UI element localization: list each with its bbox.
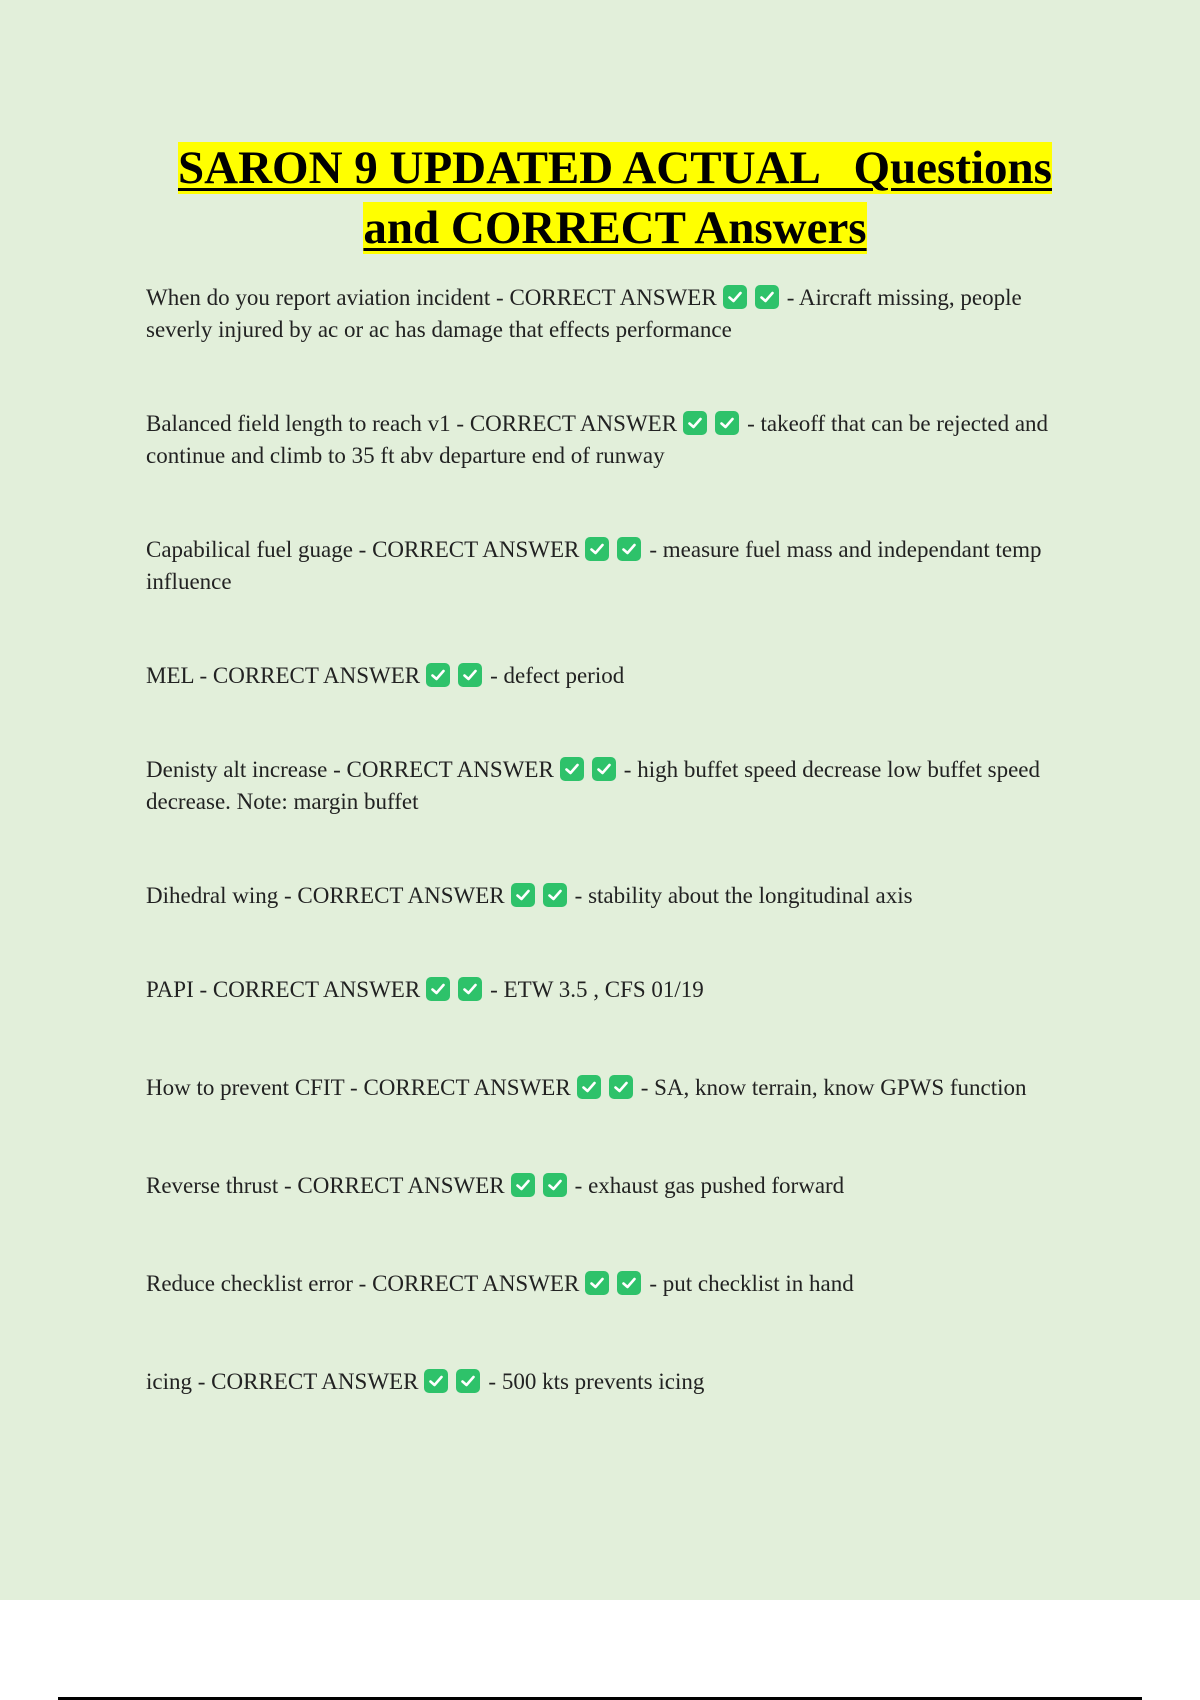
- correct-answer-label: CORRECT ANSWER: [469, 411, 678, 436]
- qa-separator: -: [327, 757, 347, 782]
- correct-answer-label: CORRECT ANSWER: [509, 285, 717, 310]
- qa-separator: -: [747, 411, 761, 436]
- qa-separator: -: [192, 1369, 212, 1394]
- qa-separator: -: [649, 1271, 663, 1296]
- qa-question: How to prevent CFIT: [146, 1075, 345, 1100]
- qa-separator: -: [649, 537, 663, 562]
- qa-separator: -: [352, 537, 373, 562]
- qa-separator: -: [574, 883, 589, 908]
- qa-item: [146, 974, 1086, 1006]
- check-box-icon: [683, 411, 707, 435]
- check-box-icon: [458, 977, 482, 1001]
- correct-answer-label: CORRECT ANSWER: [212, 977, 421, 1002]
- check-box-icon: [723, 285, 747, 309]
- qa-answer: SA, know terrain, know GPWS function: [654, 1075, 1027, 1100]
- title-line-1: SARON 9 UPDATED ACTUAL Questions: [178, 142, 1052, 194]
- qa-question: When do you report aviation incident: [146, 285, 491, 310]
- qa-question: Balanced field length to reach v1: [146, 411, 451, 436]
- qa-answer: Aircraft missing, people severly injured by ac or ac has damage that effects performance: [146, 285, 1022, 342]
- check-box-icon: [755, 285, 779, 309]
- correct-answer-label: CORRECT ANSWER: [211, 1369, 419, 1394]
- check-box-icon: [617, 1271, 641, 1295]
- qa-item: [146, 1268, 1086, 1300]
- qa-answer: put checklist in hand: [662, 1271, 854, 1296]
- qa-answer: takeoff that can be rejected and continue and climb to 35 ft abv departure end of runway: [146, 411, 1049, 468]
- qa-answer: defect period: [503, 663, 625, 688]
- qa-separator: -: [640, 1075, 655, 1100]
- title-line-2: and CORRECT Answers: [363, 202, 867, 254]
- qa-separator: -: [490, 285, 510, 310]
- qa-separator: -: [490, 977, 504, 1002]
- qa-separator: -: [488, 1369, 502, 1394]
- qa-separator: -: [352, 1271, 373, 1296]
- qa-separator: -: [490, 663, 504, 688]
- qa-question: Reverse thrust: [146, 1173, 279, 1198]
- correct-answer-label: CORRECT ANSWER: [372, 1271, 580, 1296]
- qa-item: [146, 1170, 1086, 1202]
- document-title: [120, 138, 1110, 258]
- check-box-icon: [511, 1173, 535, 1197]
- qa-separator: -: [193, 977, 213, 1002]
- check-box-icon: [715, 411, 739, 435]
- correct-answer-label: CORRECT ANSWER: [212, 663, 421, 688]
- check-box-icon: [585, 537, 609, 561]
- qa-question: Capabilical fuel guage: [146, 537, 353, 562]
- qa-question: icing: [146, 1369, 192, 1394]
- correct-answer-label: CORRECT ANSWER: [372, 537, 580, 562]
- qa-item: [146, 534, 1086, 598]
- qa-separator: -: [786, 285, 799, 310]
- qa-list: [146, 282, 1086, 1398]
- qa-question: Reduce checklist error: [146, 1271, 353, 1296]
- check-box-icon: [543, 1173, 567, 1197]
- check-box-icon: [458, 663, 482, 687]
- qa-separator: -: [278, 883, 298, 908]
- check-box-icon: [456, 1369, 480, 1393]
- qa-item: [146, 1072, 1086, 1104]
- qa-item: [146, 660, 1086, 692]
- check-box-icon: [609, 1075, 633, 1099]
- qa-separator: -: [574, 1173, 589, 1198]
- qa-answer: ETW 3.5 , CFS 01/19: [503, 977, 704, 1002]
- qa-question: MEL: [146, 663, 194, 688]
- qa-separator: -: [193, 663, 213, 688]
- check-box-icon: [424, 1369, 448, 1393]
- check-box-icon: [617, 537, 641, 561]
- qa-answer: high buffet speed decrease low buffet speed decrease. Note: margin buffet: [146, 757, 1040, 814]
- qa-answer: stability about the longitudinal axis: [588, 883, 913, 908]
- qa-answer: exhaust gas pushed forward: [588, 1173, 845, 1198]
- qa-item: [146, 408, 1086, 472]
- correct-answer-label: CORRECT ANSWER: [346, 757, 554, 782]
- qa-item: [146, 1366, 1086, 1398]
- correct-answer-label: CORRECT ANSWER: [363, 1075, 571, 1100]
- qa-question: Dihedral wing: [146, 883, 279, 908]
- qa-separator: -: [623, 757, 638, 782]
- check-box-icon: [585, 1271, 609, 1295]
- correct-answer-label: CORRECT ANSWER: [297, 883, 505, 908]
- qa-question: Denisty alt increase: [146, 757, 328, 782]
- correct-answer-label: CORRECT ANSWER: [297, 1173, 505, 1198]
- qa-item: [146, 754, 1086, 818]
- check-box-icon: [592, 757, 616, 781]
- check-box-icon: [577, 1075, 601, 1099]
- check-box-icon: [426, 663, 450, 687]
- qa-item: [146, 880, 1086, 912]
- qa-answer: measure fuel mass and independant temp influence: [146, 537, 1042, 594]
- check-box-icon: [543, 883, 567, 907]
- qa-answer: 500 kts prevents icing: [501, 1369, 705, 1394]
- check-box-icon: [426, 977, 450, 1001]
- qa-separator: -: [278, 1173, 298, 1198]
- check-box-icon: [511, 883, 535, 907]
- qa-item: [146, 282, 1086, 346]
- qa-question: PAPI: [146, 977, 194, 1002]
- qa-separator: -: [450, 411, 470, 436]
- qa-separator: -: [344, 1075, 364, 1100]
- check-box-icon: [560, 757, 584, 781]
